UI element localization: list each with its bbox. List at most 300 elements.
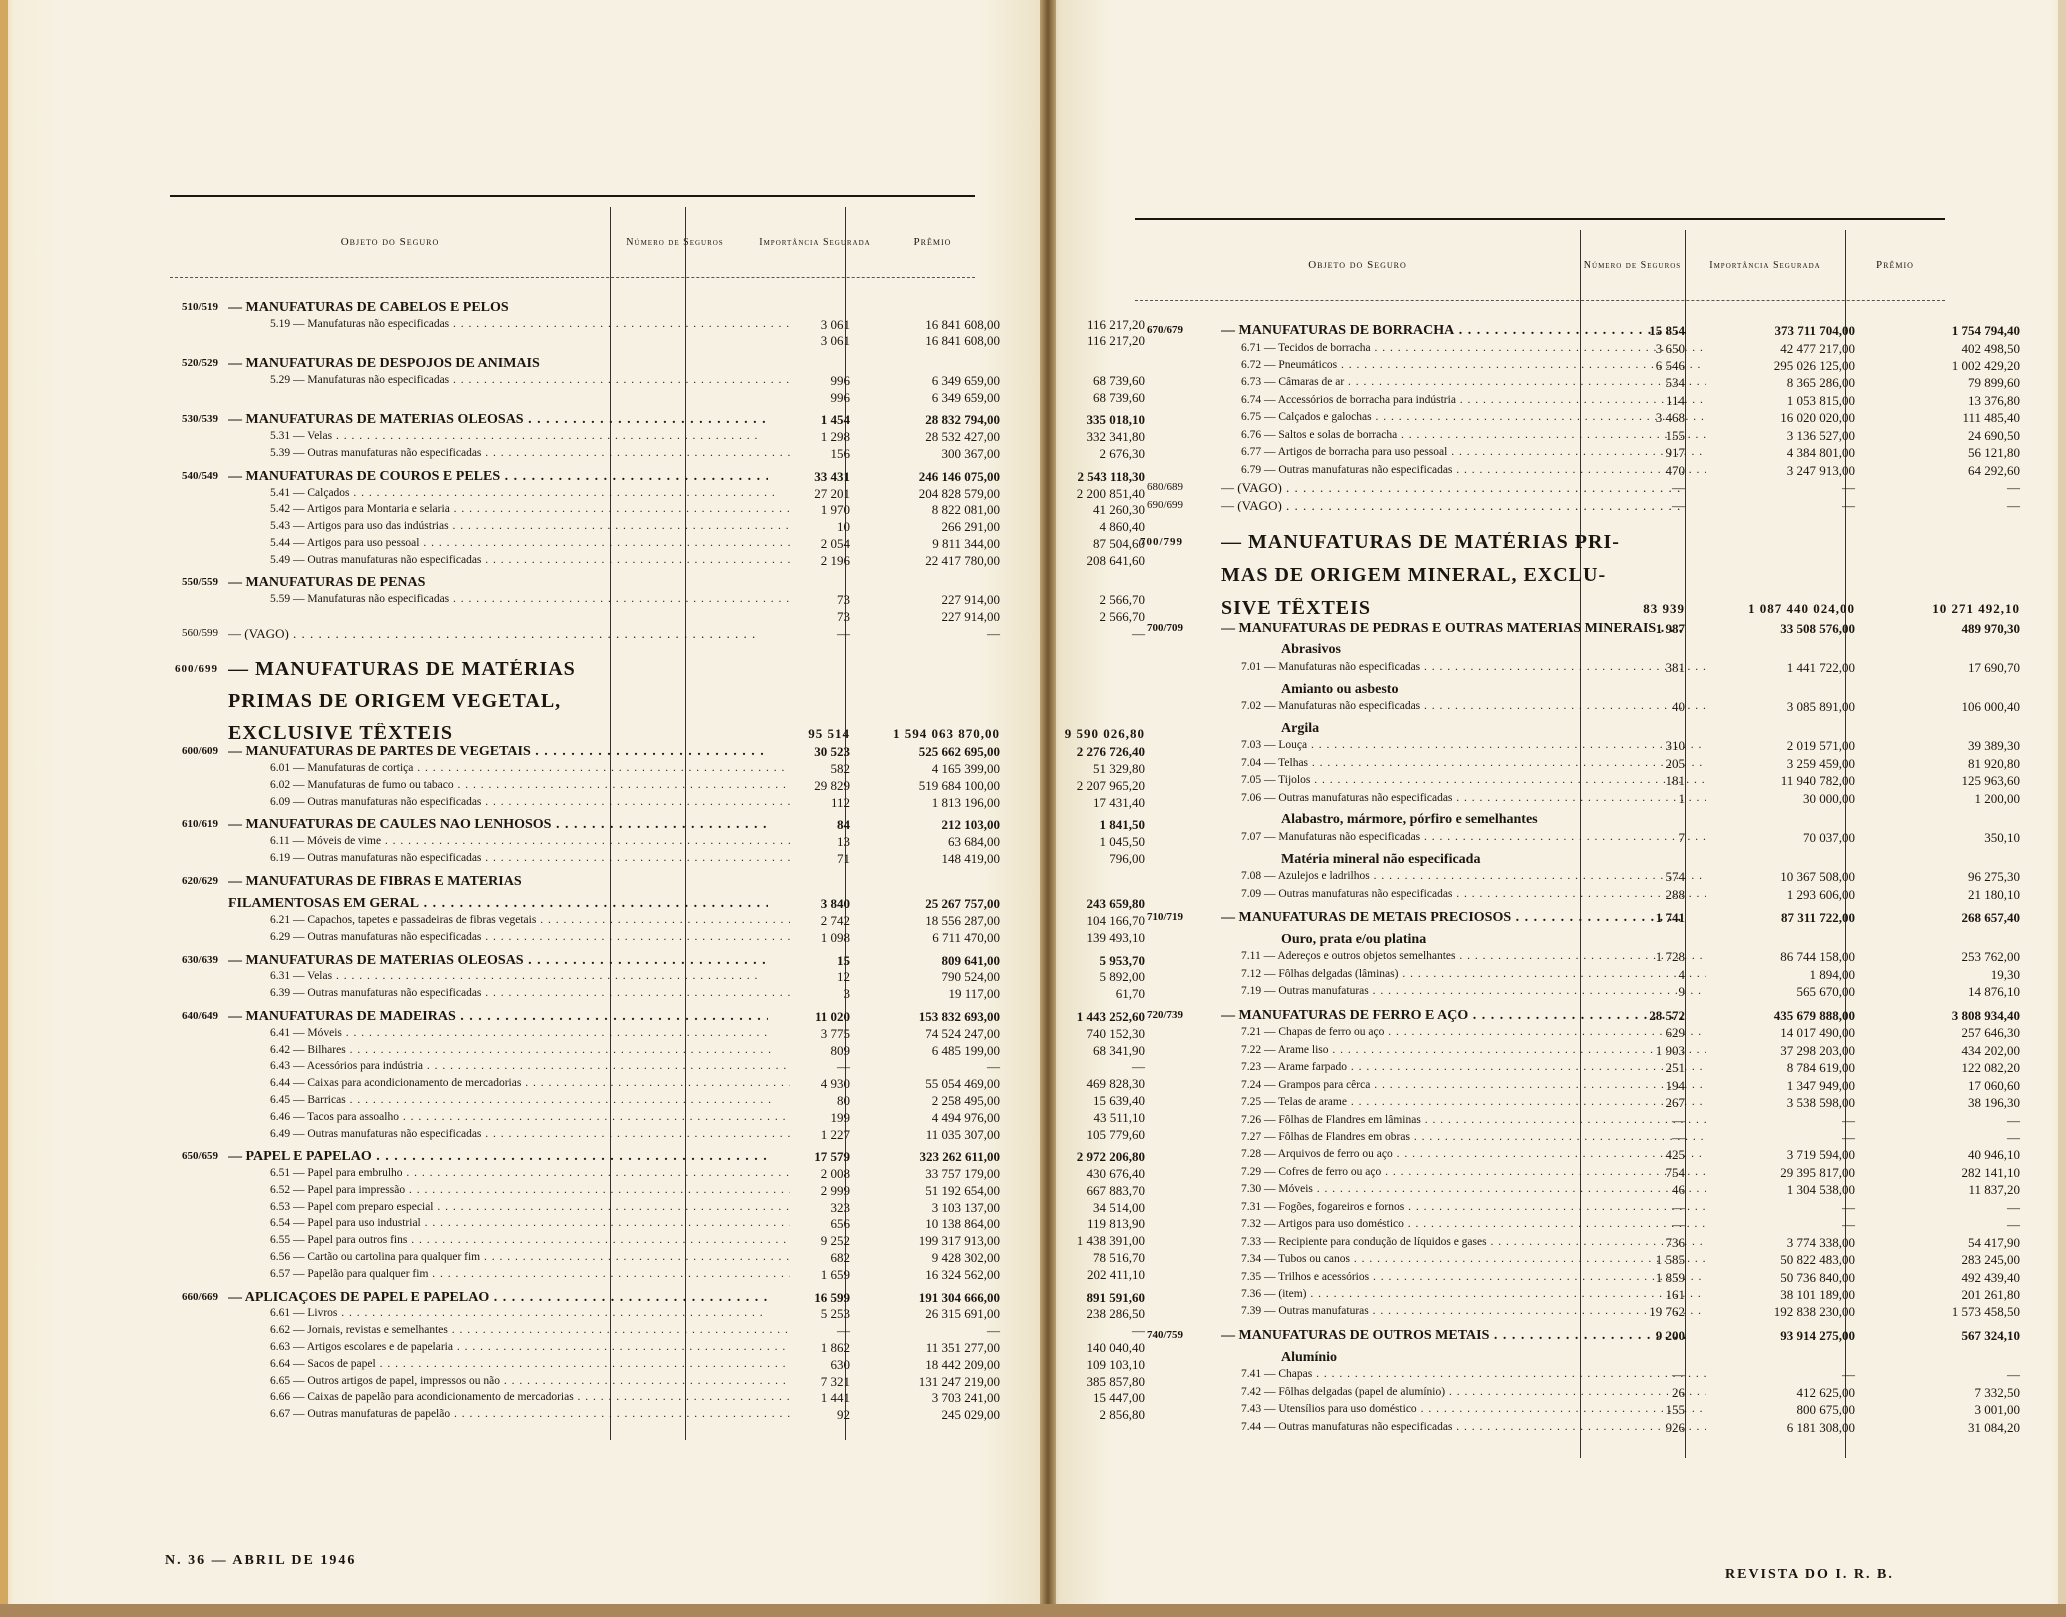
row-numero: 29 829 [814, 778, 850, 793]
row-code: 660/669 [181, 1291, 218, 1303]
row-premio: 116 217,20 [1086, 317, 1145, 332]
row-numero: 2 999 [820, 1183, 850, 1198]
row-numero: 12 [837, 969, 850, 984]
table-row [170, 301, 975, 314]
row-numero: 251 [1665, 1060, 1685, 1075]
row-premio: 402 498,50 [1961, 341, 2020, 356]
row-numero: 1 970 [820, 502, 850, 517]
row-label: 6.19 — Outras manufaturas não especificadas . . . [250, 852, 790, 865]
table-row [1135, 393, 2020, 408]
row-numero: — [837, 626, 850, 641]
row-label: 7.03 — Louça . . . [1221, 739, 1706, 752]
row-label: 6.41 — Móveis . . . [250, 1027, 790, 1040]
row-importancia: 63 684,00 [948, 834, 1000, 849]
row-numero: 2 054 [820, 536, 850, 551]
row-label: 6.62 — Jornais, revistas e semelhantes . . . [250, 1324, 790, 1337]
row-premio: 105 779,60 [1086, 1127, 1145, 1142]
row-importancia: 809 641,00 [941, 953, 1000, 968]
row-numero: 534 [1665, 375, 1685, 390]
row-importancia: 86 744 158,00 [1780, 949, 1855, 964]
table-row [1135, 358, 2020, 373]
row-importancia: 565 670,00 [1796, 984, 1855, 999]
row-importancia: 153 832 693,00 [918, 1009, 1000, 1024]
row-premio: 125 963,60 [1961, 773, 2020, 788]
row-label: — MANUFATURAS DE MATÉRIAS PRI- [1221, 532, 1620, 553]
row-label: — MANUFATURAS DE MADEIRAS . . . [228, 1010, 768, 1023]
row-label: 6.29 — Outras manufaturas não especificadas . . . [250, 931, 790, 944]
row-importancia: — [1842, 1200, 1855, 1215]
table-row [170, 1340, 1145, 1355]
row-label: Amianto ou asbesto [1281, 683, 1399, 696]
row-label: 6.02 — Manufaturas de fumo ou tabaco . . . [250, 779, 790, 792]
row-importancia: — [1842, 498, 1855, 513]
table-row [170, 1250, 1145, 1265]
table-row [170, 1357, 1145, 1372]
row-label: — PAPEL E PAPELÃO . . . [228, 1150, 768, 1163]
table-row [170, 896, 1145, 911]
row-numero: 46 [1672, 1182, 1685, 1197]
row-importancia: 8 365 286,00 [1786, 375, 1855, 390]
row-premio: 38 196,30 [1968, 1095, 2020, 1110]
row-label: 6.51 — Papel para embrulho . . . [250, 1167, 790, 1180]
row-numero: 5 253 [820, 1306, 850, 1321]
row-code: 550/559 [181, 576, 218, 588]
table-body [170, 295, 1145, 1440]
table-row [1135, 1130, 2020, 1145]
header-rule [170, 277, 975, 278]
row-importancia: 10 138 864,00 [925, 1216, 1000, 1231]
row-numero: 80 [837, 1093, 850, 1108]
row-label: — MANUFATURAS DE PENAS [228, 576, 426, 589]
table-row [1135, 1078, 2020, 1093]
row-importancia: 8 784 619,00 [1786, 1060, 1855, 1075]
row-importancia: 29 395 817,00 [1780, 1165, 1855, 1180]
row-label: FILAMENTOSAS EM GERAL . . . [228, 897, 768, 910]
row-label: Abrasivos [1281, 643, 1341, 656]
row-numero: 1 298 [820, 429, 850, 444]
table-header [1135, 230, 1945, 300]
table-row [1135, 1304, 2020, 1319]
row-numero: 112 [830, 795, 850, 810]
row-importancia: 26 315 691,00 [925, 1306, 1000, 1321]
row-importancia: 1 304 538,00 [1786, 1182, 1855, 1197]
row-label: 5.19 — Manufaturas não especificadas . . . [250, 318, 790, 331]
row-label: — MANUFATURAS DE FIBRAS E MATÉRIAS [228, 875, 522, 888]
page-edge-right [2058, 0, 2066, 1617]
insurance-table-left [170, 195, 1145, 1440]
row-label: 6.45 — Barricas . . . [250, 1094, 790, 1107]
table-row [170, 429, 1145, 444]
row-numero: 425 [1665, 1147, 1685, 1162]
row-numero: 1 903 [1655, 1043, 1685, 1058]
table-row [1135, 738, 2020, 753]
row-premio: 17 690,70 [1968, 660, 2020, 675]
table-row [1135, 910, 2020, 925]
row-code: 740/759 [1146, 1329, 1183, 1341]
row-label: — MANUFATURAS DE CABELOS E PELOS [228, 301, 509, 314]
row-numero: — [1672, 498, 1685, 513]
row-label: — MANUFATURAS DE MATÉRIAS OLEOSAS . . . [228, 954, 768, 967]
row-importancia: 227 914,00 [941, 609, 1000, 624]
row-numero: 17 579 [814, 1149, 850, 1164]
row-importancia: 1 813 196,00 [931, 795, 1000, 810]
row-code: 650/659 [181, 1150, 218, 1162]
table-row [170, 795, 1145, 810]
row-premio: 282 141,10 [1961, 1165, 2020, 1180]
row-numero: 73 [837, 592, 850, 607]
row-numero: 155 [1665, 1402, 1685, 1417]
row-code: 630/639 [181, 954, 218, 966]
row-importancia: 16 841 608,00 [925, 333, 1000, 348]
row-numero: 1 441 [820, 1390, 850, 1405]
row-premio: 1 573 458,50 [1951, 1304, 2020, 1319]
row-importancia: 33 757 179,00 [925, 1166, 1000, 1181]
row-premio: 51 329,80 [1093, 761, 1145, 776]
row-label: 7.34 — Tubos ou canos . . . [1221, 1253, 1706, 1266]
table-row [1135, 1420, 2020, 1435]
table-row [170, 778, 1145, 793]
row-numero: 656 [830, 1216, 850, 1231]
row-importancia: 6 349 659,00 [931, 373, 1000, 388]
row-importancia: 16 841 608,00 [925, 317, 1000, 332]
row-code: 700/799 [1139, 536, 1183, 548]
row-premio: 253 762,00 [1961, 949, 2020, 964]
row-numero: 2 742 [820, 913, 850, 928]
table-row [170, 333, 1145, 348]
row-importancia: 93 914 275,00 [1780, 1328, 1855, 1343]
row-importancia: 51 192 654,00 [925, 1183, 1000, 1198]
row-importancia: 3 085 891,00 [1786, 699, 1855, 714]
row-importancia: 9 428 302,00 [931, 1250, 1000, 1265]
table-row [170, 502, 1145, 517]
row-importancia: — [1842, 1367, 1855, 1382]
row-numero: 205 [1665, 756, 1685, 771]
table-row [170, 536, 1145, 551]
row-label: 7.11 — Adereços e outros objetos semelhantes . . . [1221, 950, 1706, 963]
row-label: 6.75 — Calçados e galochas . . . [1221, 411, 1706, 424]
row-importancia: — [987, 626, 1000, 641]
row-premio: 122 082,20 [1961, 1060, 2020, 1075]
table-row [170, 1267, 1145, 1282]
row-numero: 71 [837, 851, 850, 866]
row-premio: 10 271 492,10 [1932, 601, 2020, 616]
row-premio: 31 084,20 [1968, 1420, 2020, 1435]
row-premio: 34 514,00 [1093, 1200, 1145, 1215]
row-code: 670/679 [1146, 324, 1183, 336]
row-label: Matéria mineral não especificada [1281, 853, 1481, 866]
table-row [1135, 722, 1945, 735]
table-row [1135, 949, 2020, 964]
row-importancia: 50 736 840,00 [1780, 1270, 1855, 1285]
row-premio: 116 217,20 [1086, 333, 1145, 348]
row-label: Argila [1281, 722, 1320, 735]
row-importancia: 191 304 666,00 [918, 1290, 1000, 1305]
row-label: 6.49 — Outras manufaturas não especificadas . . . [250, 1128, 790, 1141]
row-label: 6.01 — Manufaturas de cortiça . . . [250, 762, 790, 775]
row-label: 7.43 — Utensílios para uso doméstico . . . [1221, 1403, 1706, 1416]
row-label: 7.09 — Outras manufaturas não especificadas . . . [1221, 888, 1706, 901]
row-numero: — [1672, 1113, 1685, 1128]
row-label: 6.66 — Caixas de papelão para acondicionamento de mercadorias . . . [250, 1391, 790, 1404]
row-code: 720/739 [1146, 1009, 1183, 1021]
row-importancia: 212 103,00 [941, 817, 1000, 832]
row-importancia: 1 894,00 [1809, 967, 1855, 982]
table-row [170, 1323, 1145, 1338]
row-premio: 61,70 [1115, 986, 1145, 1001]
table-row [170, 1166, 1145, 1181]
row-importancia: 3 247 913,00 [1786, 463, 1855, 478]
row-premio: 111 485,40 [1962, 410, 2020, 425]
table-row [1135, 1235, 2020, 1250]
row-importancia: 323 262 611,00 [919, 1149, 1000, 1164]
row-importancia: 2 258 495,00 [931, 1093, 1000, 1108]
row-numero: 4 930 [820, 1076, 850, 1091]
row-label: 7.44 — Outras manufaturas não especificadas . . . [1221, 1421, 1706, 1434]
row-importancia: 42 477 217,00 [1780, 341, 1855, 356]
row-label: — MANUFATURAS DE BORRACHA . . . [1221, 324, 1686, 337]
row-label: Ouro, prata e/ou platina [1281, 933, 1427, 946]
row-importancia: 300 367,00 [941, 446, 1000, 461]
row-label: 6.21 — Capachos, tapetes e passadeiras de fibras vegetais . . . [250, 914, 790, 927]
row-importancia: 1 594 063 870,00 [893, 726, 1000, 741]
row-premio: 2 200 851,40 [1076, 486, 1145, 501]
row-premio: 19,30 [1990, 967, 2020, 982]
row-numero: 996 [830, 390, 850, 405]
row-code: 540/549 [181, 470, 218, 482]
row-numero: 3 468 [1655, 410, 1685, 425]
row-premio: 667 883,70 [1086, 1183, 1145, 1198]
row-premio: 1 443 252,60 [1076, 1009, 1145, 1024]
row-label: 6.52 — Papel para impressão . . . [250, 1184, 790, 1197]
row-numero: 26 [1672, 1385, 1685, 1400]
row-premio: 243 659,80 [1086, 896, 1145, 911]
row-numero: 13 [837, 834, 850, 849]
row-premio: 469 828,30 [1086, 1076, 1145, 1091]
row-numero: 3 061 [820, 317, 850, 332]
row-label: — MANUFATURAS DE MATÉRIAS [228, 659, 576, 680]
row-numero: 996 [830, 373, 850, 388]
row-importancia: 50 822 483,00 [1780, 1252, 1855, 1267]
insurance-table-right [1135, 218, 2020, 1458]
row-numero: 181 [1665, 773, 1685, 788]
row-label: SIVE TÊXTEIS [1221, 598, 1372, 619]
table-row [170, 1009, 1145, 1024]
table-row [170, 1127, 1145, 1142]
row-numero: 1 859 [1655, 1270, 1685, 1285]
table-row [170, 834, 1145, 849]
row-code: 690/699 [1146, 499, 1183, 511]
table-row [1135, 1147, 2020, 1162]
row-numero: 7 321 [820, 1374, 850, 1389]
table-row [1135, 1402, 2020, 1417]
row-importancia: 37 298 203,00 [1780, 1043, 1855, 1058]
row-importancia: 266 291,00 [941, 519, 1000, 534]
row-numero: 95 514 [808, 726, 850, 741]
row-label: 7.24 — Grampos para cêrca . . . [1221, 1079, 1706, 1092]
row-label: 5.43 — Artigos para uso das indústrias . . . [250, 520, 790, 533]
row-premio: — [2007, 1200, 2020, 1215]
row-label: — MANUFATURAS DE METAIS PRECIOSOS . . . [1221, 911, 1686, 924]
row-numero: 3 [843, 986, 850, 1001]
row-importancia: 30 000,00 [1803, 791, 1855, 806]
row-label: — MANUFATURAS DE MATÉRIAS OLEOSAS . . . [228, 413, 768, 426]
row-numero: 1 [1678, 791, 1685, 806]
row-label: Alabastro, mármore, pórfiro e semelhantes [1281, 813, 1538, 826]
row-importancia: 38 101 189,00 [1780, 1287, 1855, 1302]
row-premio: 15 639,40 [1093, 1093, 1145, 1108]
header-premio: Prêmio [913, 235, 952, 248]
row-label: 7.31 — Fogões, fogareiros e fornos . . . [1221, 1201, 1706, 1214]
header-numero: Número de Seguros [626, 236, 724, 248]
table-row [170, 1026, 1145, 1041]
table-row [170, 1216, 1145, 1231]
row-importancia: 1 441 722,00 [1786, 660, 1855, 675]
row-importancia: 800 675,00 [1796, 1402, 1855, 1417]
row-premio: 140 040,40 [1086, 1340, 1145, 1355]
row-label: 7.35 — Trilhos e acessórios . . . [1221, 1271, 1706, 1284]
row-premio: — [2007, 1130, 2020, 1145]
row-label: 6.42 — Bilhares . . . [250, 1044, 790, 1057]
row-label: 6.73 — Câmaras de ar . . . [1221, 376, 1706, 389]
header-numero: Número de Seguros [1583, 259, 1682, 271]
table-row [170, 913, 1145, 928]
row-premio: — [1132, 626, 1145, 641]
table-row [1135, 1287, 2020, 1302]
footer-journal: REVISTA DO I. R. B. [1725, 1567, 1894, 1582]
row-numero: 754 [1665, 1165, 1685, 1180]
row-premio: 492 439,40 [1961, 1270, 2020, 1285]
row-premio: 1 841,50 [1099, 817, 1145, 832]
row-premio: 489 970,30 [1961, 621, 2020, 636]
table-row [1135, 1252, 2020, 1267]
row-premio: 119 813,90 [1086, 1216, 1145, 1231]
row-importancia: 14 017 490,00 [1780, 1025, 1855, 1040]
table-row [170, 723, 1145, 744]
row-numero: — [1672, 1217, 1685, 1232]
table-row [1135, 813, 1945, 826]
row-premio: 201 261,80 [1961, 1287, 2020, 1302]
table-row [170, 1059, 1145, 1074]
row-importancia: 525 662 695,00 [918, 744, 1000, 759]
row-label: 7.36 — (item) . . . [1221, 1288, 1706, 1301]
table-row [1135, 1367, 2020, 1382]
table-row [170, 317, 1145, 332]
table-row [170, 1290, 1145, 1305]
row-numero: 582 [830, 761, 850, 776]
row-importancia: 18 556 287,00 [925, 913, 1000, 928]
table-row [1135, 773, 2020, 788]
row-numero: 10 [837, 519, 850, 534]
row-numero: 9 200 [1655, 1328, 1685, 1343]
row-premio: 87 504,60 [1093, 536, 1145, 551]
row-label: 6.11 — Móveis de vime . . . [250, 835, 790, 848]
row-premio: 1 045,50 [1099, 834, 1145, 849]
row-premio: 2 856,80 [1099, 1407, 1145, 1422]
row-numero: 1 227 [820, 1127, 850, 1142]
row-importancia: 3 538 598,00 [1786, 1095, 1855, 1110]
row-numero: 1 987 [1655, 621, 1685, 636]
table-row [1135, 621, 2020, 636]
row-importancia: 22 417 780,00 [925, 553, 1000, 568]
row-numero: 73 [837, 609, 850, 624]
table-row [1135, 463, 2020, 478]
row-importancia: 19 117,00 [948, 986, 1000, 1001]
row-premio: 24 690,50 [1968, 428, 2020, 443]
row-label: 7.42 — Fôlhas delgadas (papel de alumínio) . . . [1221, 1386, 1706, 1399]
table-row [170, 691, 975, 712]
row-label: 6.67 — Outras manufaturas de papelão . . . [250, 1408, 790, 1421]
row-numero: 1 454 [820, 412, 850, 427]
row-label: 5.49 — Outras manufaturas não especificadas . . . [250, 554, 790, 567]
table-row [170, 930, 1145, 945]
table-row [170, 851, 1145, 866]
row-importancia: 11 940 782,00 [1780, 773, 1855, 788]
row-numero: 194 [1665, 1078, 1685, 1093]
table-row [170, 761, 1145, 776]
row-numero: 114 [1665, 393, 1685, 408]
row-importancia: 1 293 606,00 [1786, 887, 1855, 902]
row-numero: 15 854 [1649, 323, 1685, 338]
row-label: 7.33 — Recipiente para condução de líquidos e gases . . . [1221, 1236, 1706, 1249]
row-premio: 740 152,30 [1086, 1026, 1145, 1041]
row-label: 6.63 — Artigos escolares e de papelaria . . . [250, 1341, 790, 1354]
row-label: 6.72 — Pneumáticos . . . [1221, 359, 1706, 372]
row-importancia: 790 524,00 [941, 969, 1000, 984]
row-premio: 5 953,70 [1099, 953, 1145, 968]
table-row [170, 469, 1145, 484]
table-row [1135, 967, 2020, 982]
row-importancia: 192 838 230,00 [1773, 1304, 1855, 1319]
row-premio: 56 121,80 [1968, 445, 2020, 460]
row-premio: 385 857,80 [1086, 1374, 1145, 1389]
row-importancia: 6 711 470,00 [932, 930, 1000, 945]
row-premio: — [1132, 1059, 1145, 1074]
row-premio: 891 591,60 [1086, 1290, 1145, 1305]
row-premio: 5 892,00 [1099, 969, 1145, 984]
row-importancia: 245 029,00 [941, 1407, 1000, 1422]
header-rule [1135, 300, 1945, 301]
row-premio: 41 260,30 [1093, 502, 1145, 517]
table-row [1135, 565, 1945, 586]
row-label: 7.06 — Outras manufaturas não especificadas . . . [1221, 792, 1706, 805]
row-premio: — [2007, 1113, 2020, 1128]
row-label: 7.28 — Arquivos de ferro ou aço . . . [1221, 1148, 1706, 1161]
row-premio: 238 286,50 [1086, 1306, 1145, 1321]
row-premio: 68 341,90 [1093, 1043, 1145, 1058]
table-row [170, 744, 1145, 759]
row-label: 7.27 — Fôlhas de Flandres em obras . . . [1221, 1131, 1706, 1144]
row-importancia: 18 442 209,00 [925, 1357, 1000, 1372]
row-importancia: 199 317 913,00 [918, 1233, 1000, 1248]
table-row [170, 1374, 1145, 1389]
row-numero: 381 [1665, 660, 1685, 675]
table-row [1135, 532, 1945, 553]
row-premio: 81 920,80 [1968, 756, 2020, 771]
table-row [170, 1390, 1145, 1405]
row-premio: 268 657,40 [1961, 910, 2020, 925]
table-row [1135, 933, 1945, 946]
row-premio: 2 207 965,20 [1076, 778, 1145, 793]
table-row [170, 1043, 1145, 1058]
row-importancia: 3 103 137,00 [931, 1200, 1000, 1215]
header-importancia: Importância Segurada [759, 236, 871, 248]
table-row [1135, 869, 2020, 884]
row-premio: 3 001,00 [1974, 1402, 2020, 1417]
row-numero: 30 523 [814, 744, 850, 759]
row-label: — MANUFATURAS DE FERRO E AÇO . . . [1221, 1009, 1686, 1022]
row-label: 7.39 — Outras manufaturas . . . [1221, 1305, 1706, 1318]
row-premio: 2 972 206,80 [1076, 1149, 1145, 1164]
